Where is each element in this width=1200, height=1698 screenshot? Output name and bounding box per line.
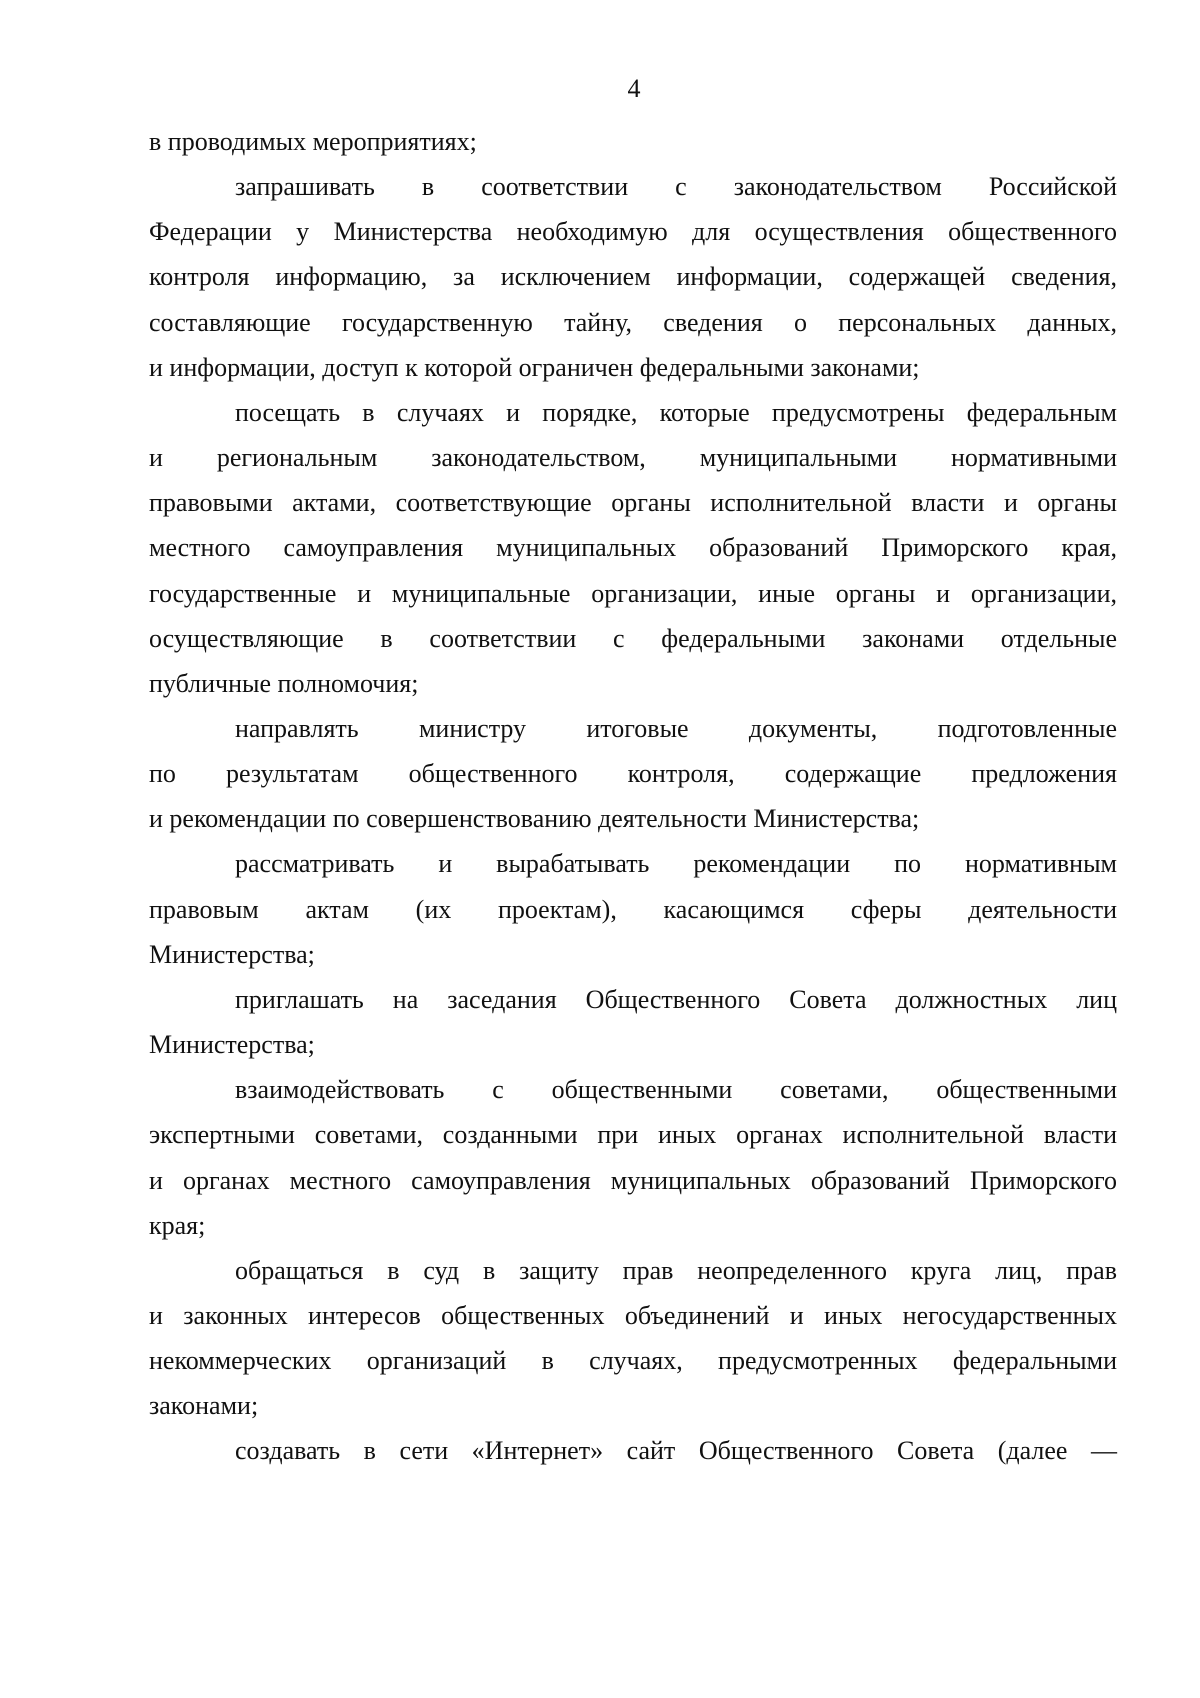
text-line: Федерации у Министерства необходимую для осуществления общественного <box>149 217 1117 247</box>
text-line: направлять министру итоговые документы, подготовленные <box>235 713 1117 743</box>
text-line: и рекомендации по совершенствованию деятельности Министерства; <box>149 804 920 834</box>
text-line: запрашивать в соответствии с законодательством Российской <box>235 172 1117 202</box>
text-line: Министерства; <box>149 939 315 969</box>
text-line: создавать в сети «Интернет» сайт Общественного Совета (далее — <box>235 1436 1117 1466</box>
text-line: края; <box>149 1210 206 1240</box>
text-line: взаимодействовать с общественными советами, общественными <box>235 1075 1117 1105</box>
text-line: Министерства; <box>149 1030 315 1059</box>
text-line: правовым актам (их проектам), касающимся сферы деятельности <box>149 894 1117 924</box>
text-line: некоммерческих организаций в случаях, предусмотренных федеральными <box>149 1346 1117 1375</box>
text-line: обращаться в суд в защиту прав неопределенного круга лиц, прав <box>235 1255 1117 1285</box>
text-line: составляющие государственную тайну, сведения о персональных данных, <box>149 307 1117 337</box>
text-line: экспертными советами, созданными при иных органах исполнительной власти <box>149 1120 1117 1150</box>
text-line: и законных интересов общественных объединений и иных негосударственных <box>149 1300 1117 1330</box>
text-line: посещать в случаях и порядке, которые предусмотрены федеральным <box>235 397 1117 427</box>
text-line: государственные и муниципальные организации, иные органы и организации, <box>149 578 1117 608</box>
page-number: 4 <box>627 74 641 103</box>
text-line: законами; <box>149 1391 259 1421</box>
text-line: и органах местного самоуправления муниципальных образований Приморского <box>149 1165 1117 1195</box>
text-line: рассматривать и вырабатывать рекомендации по нормативным <box>235 849 1117 879</box>
text-line: приглашать на заседания Общественного Совета должностных лиц <box>235 984 1117 1014</box>
text-line: правовыми актами, соответствующие органы исполнительной власти и органы <box>149 488 1117 518</box>
text-line: осуществляющие в соответствии с федеральными законами отдельные <box>149 623 1117 653</box>
text-line: в проводимых мероприятиях; <box>149 127 477 156</box>
text-line: контроля информацию, за исключением информации, содержащей сведения, <box>149 262 1117 292</box>
text-line: публичные полномочия; <box>149 668 419 698</box>
text-line: и региональным законодательством, муниципальными нормативными <box>149 443 1117 473</box>
text-line: местного самоуправления муниципальных образований Приморского края, <box>149 533 1117 563</box>
text-line: и информации, доступ к которой ограничен федеральными законами; <box>149 352 920 382</box>
text-line: по результатам общественного контроля, содержащие предложения <box>149 759 1117 789</box>
